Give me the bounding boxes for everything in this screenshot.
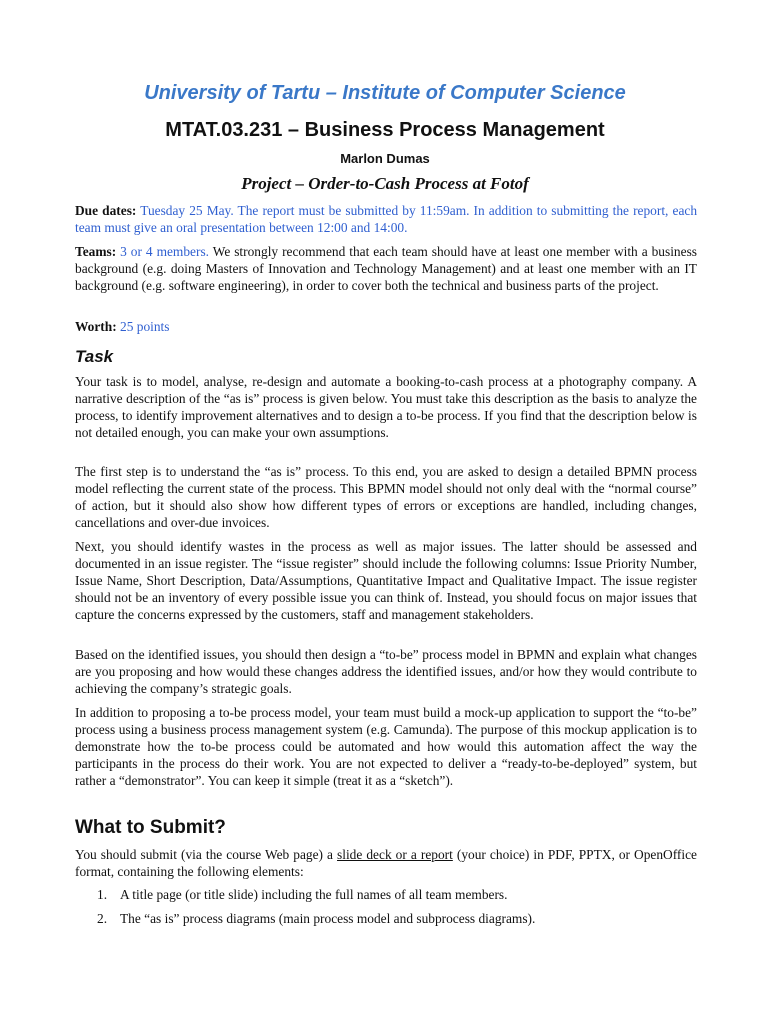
due-dates-value: Tuesday 25 May. The report must be submitted by 11:59am. In addition to submitting the report, each team must give an oral presentation between 12:00 and 14:00. — [75, 203, 698, 235]
project-title: Project – Order-to-Cash Process at Fotof — [241, 174, 529, 193]
submit-intro-before: You should submit (via the course Web page) a — [75, 847, 333, 862]
worth-paragraph — [75, 318, 697, 335]
author-name: Marlon Dumas — [340, 151, 430, 166]
worth-value: 25 points — [120, 319, 170, 334]
worth-label: Worth: — [75, 319, 117, 334]
due-dates-label: Due dates: — [75, 203, 137, 218]
submit-intro-after: (your choice) in PDF, PPTX, or OpenOffice format, containing the following elements: — [75, 847, 697, 879]
due-dates-paragraph — [75, 202, 697, 236]
task-paragraph-4: Based on the identified issues, you should then design a “to-be” process model in BPMN and explain what changes are you proposing and how would these changes address the identified issues, and/or how they would contribute to achieving the company’s strategic goals. — [75, 647, 697, 696]
task-paragraph-1: Your task is to model, analyse, re-design and automate a booking-to-cash process at a photography company. A narrative description of the “as is” process is given below. You must take this description as the basis to analyze the process, to identify improvement alternatives and to design a to-be process. If you find that the description below is not detailed enough, you can make your own assumptions. — [75, 374, 697, 440]
task-paragraph-3: Next, you should identify wastes in the process as well as major issues. The latter should be assessed and documented in an issue register. The “issue register” should include the following columns: Issue Priority Number, Issue Name, Short Description, Data/Assumptions, Quantitative Impact and Qualitative Impact. The issue register should not be an inventory of every possible issue you can think of. Instead, you should focus on major issues that capture the concerns expressed by the customers, staff and management stakeholders. — [75, 539, 697, 622]
list-item-text: A title page (or title slide) including the full names of all team members. — [120, 887, 508, 902]
list-item-number: 2. — [97, 911, 108, 926]
submit-intro-link: slide deck or a report — [337, 847, 453, 862]
task-paragraph-2: The first step is to understand the “as is” process. To this end, you are asked to design a detailed BPMN process model reflecting the current state of the process. This BPMN model should not only deal with the “normal course” of action, but it should also show how different types of errors or exceptions are handled, including changes, cancellations and over-due invoices. — [75, 464, 697, 530]
course-title: MTAT.03.231 – Business Process Management — [165, 119, 605, 141]
teams-paragraph — [75, 243, 697, 294]
teams-label: Teams: — [75, 244, 117, 259]
submit-heading: What to Submit? — [75, 817, 226, 838]
university-title: University of Tartu – Institute of Computer Science — [144, 82, 626, 104]
task-heading: Task — [75, 347, 114, 366]
teams-text: We strongly recommend that each team should have at least one member with a business background (e.g. doing Masters of Innovation and Technology Management) and at least one member with an IT background (e.g. software engineering), in order to cover both the technical and business parts of the project. — [75, 244, 697, 293]
submit-intro — [75, 846, 697, 880]
list-item-text: The “as is” process diagrams (main process model and subprocess diagrams). — [120, 911, 536, 926]
list-item-number: 1. — [97, 887, 108, 902]
task-paragraph-5: In addition to proposing a to-be process model, your team must build a mock-up application to support the “to-be” process using a business process management system (e.g. Camunda). The purpose of this mockup application is to demonstrate how the to-be process could be automated and how would this automation affect the way the participants in the process do their work. You are not expected to deliver a “ready-to-be-deployed” system, but rather a “demonstrator”. You can keep it simple (treat it as a “sketch”). — [75, 705, 697, 788]
teams-value: 3 or 4 members. — [120, 244, 210, 259]
